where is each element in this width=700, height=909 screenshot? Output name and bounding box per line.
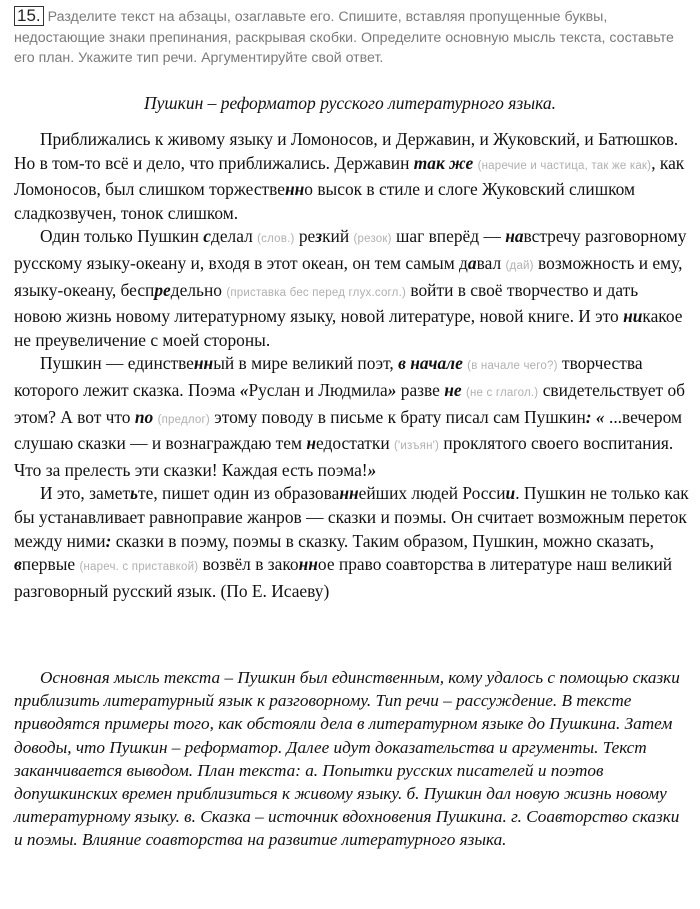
grammar-note: (предлог) xyxy=(157,413,210,426)
grammar-note: ('изъян') xyxy=(394,440,440,453)
task-number: 15. xyxy=(14,6,44,26)
text-run: дельно xyxy=(170,279,227,300)
highlight: нн xyxy=(193,353,214,374)
task-instructions-block xyxy=(14,6,686,69)
highlight: » xyxy=(367,459,377,480)
grammar-note: (нареч. с приставкой) xyxy=(79,561,199,574)
text-run: разве xyxy=(396,379,445,400)
text-run: ...вечером слушаю сказки — и вознаграждаю тем xyxy=(14,406,682,454)
text-run: кий xyxy=(322,226,354,247)
grammar-note: (дай) xyxy=(505,259,534,272)
grammar-note: (резок) xyxy=(353,233,392,246)
grammar-note: (не с глагол.) xyxy=(465,386,539,399)
highlight: и xyxy=(505,483,516,504)
text-run: ре xyxy=(294,226,316,247)
highlight: н xyxy=(306,433,317,454)
text-run: свидетельствует об этом? А вот что xyxy=(14,379,686,427)
text-run: Приближались к живому языку и Ломоносов, и Державин, и Жуковский, и Батюшков. Но в том-то всё и дело, что приближались. Державин xyxy=(14,129,679,173)
text-run: возвёл в зако xyxy=(198,554,299,575)
analysis-summary xyxy=(14,666,690,852)
paragraph-1 xyxy=(14,128,690,225)
highlight: так же xyxy=(413,152,474,173)
text-run: какое не преувеличение с моей стороны. xyxy=(14,306,683,350)
highlight: а xyxy=(467,252,477,273)
text-run: встречу разговорному русскому языку-океану и, входя в этот океан, он тем самым д xyxy=(14,226,687,273)
text-run: И это, замет xyxy=(40,483,131,504)
highlight: нн xyxy=(298,554,318,575)
text-run: Пушкин — единстве xyxy=(40,353,194,374)
text-run: , как Ломоносов, был слишком торжестве xyxy=(14,152,685,200)
highlight: з xyxy=(315,226,323,247)
paragraph-4 xyxy=(14,482,690,603)
highlight: по xyxy=(134,406,154,427)
text-run: ейших людей Росси xyxy=(358,483,506,504)
text-run: те, пишет один из образова xyxy=(138,483,340,504)
highlight: « xyxy=(239,379,249,400)
highlight: на xyxy=(505,226,524,247)
highlight: ь xyxy=(130,483,138,504)
main-text xyxy=(14,128,690,603)
highlight: не xyxy=(444,379,462,400)
highlight: с xyxy=(203,226,211,247)
highlight: в начале xyxy=(398,353,463,374)
grammar-note: (в начале чего?) xyxy=(467,360,558,373)
text-run: проклятого своего воспитания. Что за прелесть эти сказки! Каждая есть поэма! xyxy=(14,433,674,480)
text-run: сказки в поэму, поэмы в сказку. Таким образом, Пушкин, можно сказать, xyxy=(111,530,654,551)
text-run: вал xyxy=(476,252,506,273)
text-title: Пушкин – реформатор русского литературного языка. xyxy=(144,93,556,113)
text-run: едостатки xyxy=(316,433,394,454)
text-run: войти в своё творчество и дать новою жизнь новому литературному языку, новой литературе, новой книге. И это xyxy=(14,279,639,327)
paragraph-3 xyxy=(14,352,690,482)
text-run: первые xyxy=(21,554,80,575)
highlight: ре xyxy=(154,279,171,300)
grammar-note: (слов.) xyxy=(257,233,295,246)
text-run: шаг вперёд — xyxy=(391,226,506,247)
text-run: творчества которого лежит сказка. Поэма xyxy=(14,353,643,400)
highlight: в xyxy=(14,554,22,575)
highlight: : « xyxy=(585,406,605,427)
text-run: делал xyxy=(210,226,258,247)
paragraph-2 xyxy=(14,225,690,352)
grammar-note: (наречие и частица, так же как) xyxy=(477,159,652,172)
text-run: о высок в стиле и слоге Жуковский слишком сладкозвучен, тонок слишком. xyxy=(14,179,636,223)
summary-paragraph: Основная мысль текста – Пушкин был единственным, кому удалось с помощью сказки приблизить литературный язык к разговорному. Тип речи – рассуждение. В тексте приводятся примеры того, как обстояли дела в литературном языке до Пушкина. Затем доводы, что Пушкин – реформатор. Далее идут доказательства и аргументы. Текст заканчивается выводом. План текста: а. Попытки русских писателей и поэтов допушкинских времен приблизиться к живому языку. б. Пушкин дал новую жизнь новому литературному языку. в. Сказка – источник вдохновения Пушкина. г. Соавторство сказки и поэмы. Влияние соавторства на развитие литературного языка. xyxy=(14,668,680,850)
text-run: возможность и ему, языку-океану, бесп xyxy=(14,252,683,300)
task-instructions: Разделите текст на абзацы, озаглавьте его. Спишите, вставляя пропущенные буквы, недостающие знаки препинания, раскрывая скобки. Определите основную мысль текста, составьте его план. Укажите тип речи. Аргументируйте свой ответ. xyxy=(14,9,674,66)
highlight: нн xyxy=(339,483,359,504)
text-run: этому поводу в письме к брату писал сам Пушкин xyxy=(209,406,586,427)
text-run: Один только Пушкин xyxy=(40,226,204,247)
text-run: Руслан и Людмила xyxy=(248,379,388,400)
text-run: ое право соавторства в литературе наш великий разговорный русский язык. (По Е. Исаеву) xyxy=(14,554,673,601)
highlight: » xyxy=(387,379,397,400)
highlight: нн xyxy=(284,179,305,200)
text-run: ый в мире великий поэт, xyxy=(213,353,399,374)
text-run: . Пушкин не только как бы устанавливает равноправие жанров — сказки и поэмы. Он считает возможным переток между ними xyxy=(14,483,689,551)
highlight: : xyxy=(105,530,112,551)
highlight: ни xyxy=(623,306,643,327)
grammar-note: (приставка бес перед глух.согл.) xyxy=(226,286,407,299)
